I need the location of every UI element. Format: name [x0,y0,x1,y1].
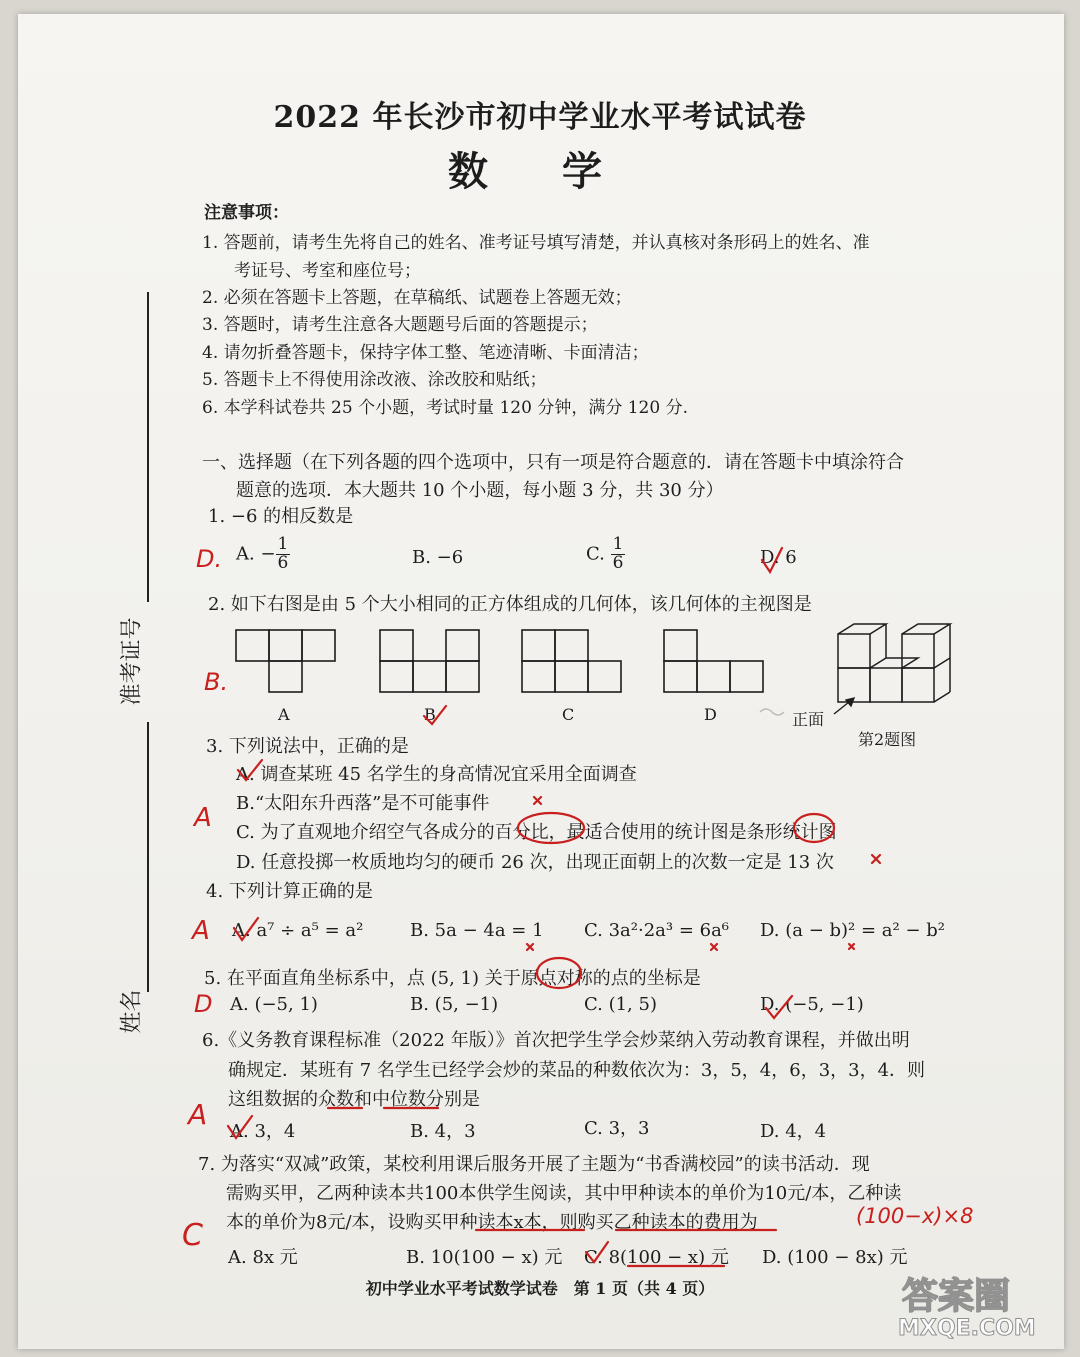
q1-option-b: B. −6 [412,547,464,568]
cross-mark [534,797,541,804]
tick-mark [234,918,258,940]
notice-item: 4. 请勿折叠答题卡，保持字体工整、笔迹清晰、卡面清洁； [202,343,649,363]
cross-mark [849,944,854,949]
question-7-line2: 需购买甲，乙两种读本共100本供学生阅读，其中甲种读本的单价为10元/本，乙种读 [226,1183,902,1204]
cross-mark [527,944,533,950]
question-4-stem: 4. 下列计算正确的是 [206,881,373,902]
q2-caption: 第2题图 [858,730,917,749]
section-heading-cont: 题意的选项．本大题共 10 个小题，每小题 3 分，共 30 分） [236,480,724,501]
notice-item: 1. 答题前，请考生先将自己的姓名、准考证号填写清楚，并认真核对条形码上的姓名、准 [202,233,870,253]
watermark-top-text: 答案圈 [902,1276,1011,1317]
cross-mark [711,944,717,950]
question-3-stem: 3. 下列说法中，正确的是 [206,736,409,757]
q4-option-a: A. a⁷ ÷ a⁵ = a² [232,920,364,941]
q7-option-a: A. 8x 元 [228,1247,298,1268]
q7-option-b: B. 10(100 − x) 元 [406,1247,563,1268]
q1-option-a: A. − $\frac{1}{6}$ [236,534,289,573]
notice-item: 考证号、考室和座位号； [234,261,421,281]
circle-mark [537,958,581,988]
cross-mark [872,855,880,863]
q3-option-b: B.“太阳东升西落”是不可能事件 [236,793,490,814]
notice-heading: 注意事项： [204,203,289,223]
q1-option-c: C. $\frac{1}{6}$ [586,534,624,573]
q6-option-a: A. 3，4 [230,1121,296,1142]
tick-mark [228,1116,252,1138]
handwritten-answer-q4: A [192,916,210,946]
question-5-stem: 5. 在平面直角坐标系中，点 (5, 1) 关于原点对称的点的坐标是 [204,968,701,989]
q4-option-b: B. 5a − 4a = 1 [410,920,544,941]
tick-mark [586,1242,608,1262]
exam-id-label: 准考证号 [119,617,145,706]
page-title: 2022 年长沙市初中学业水平考试试卷 [273,100,807,135]
q6-option-c: C. 3，3 [584,1118,650,1139]
handwritten-answer-q3: A [194,803,212,833]
q5-option-b: B. (5, −1) [410,994,499,1015]
question-7-line3: 本的单价为8元/本，设购买甲种读本x本，则购买乙种读本的费用为 [226,1212,758,1233]
q1-option-d: D. 6 [760,547,797,568]
question-7-line1: 7. 为落实“双减”政策，某校利用课后服务开展了主题为“书香满校园”的读书活动．现 [198,1154,870,1175]
watermark-logo [880,1262,1060,1352]
q5-option-d: D. (−5, −1) [760,994,864,1015]
notice-item: 6. 本学科试卷共 25 个小题，考试时量 120 分钟，满分 120 分. [202,398,688,418]
question-2-stem: 2. 如下右图是由 5 个大小相同的正方体组成的几何体，该几何体的主视图是 [208,594,812,615]
smudge-mark [760,709,784,715]
handwritten-answer-q5: D [194,990,213,1018]
question-1-stem: 1. −6 的相反数是 [208,506,354,527]
q6-option-d: D. 4，4 [760,1121,827,1142]
q2-label-b: B [424,705,436,724]
q7-option-d: D. (100 − 8x) 元 [762,1247,908,1268]
question-6-line1: 6.《义务教育课程标准（2022 年版）》首次把学生学会炒菜纳入劳动教育课程，并做出明 [202,1030,910,1051]
section-heading: 一、选择题（在下列各题的四个选项中，只有一项是符合题意的．请在答题卡中填涂符合 [202,452,904,473]
q7-option-c: C. 8(100 − x) 元 [584,1247,729,1268]
subject-title: 数 学 [448,148,632,195]
question-6-line3: 这组数据的众数和中位数分别是 [228,1089,480,1110]
handwritten-answer-q7: C [182,1218,203,1253]
q2-label-a: A [278,705,290,724]
name-label: 姓名 [119,989,145,1034]
q4-option-c: C. 3a²·2a³ = 6a⁶ [584,920,730,941]
q2-front-label: 正面 [792,710,825,729]
q3-option-c: C. 为了直观地介绍空气各成分的百分比，最适合使用的统计图是条形统计图 [236,822,837,843]
q3-option-d: D. 任意投掷一枚质地均匀的硬币 26 次，出现正面朝上的次数一定是 13 次 [236,852,834,873]
circle-mark [794,814,834,842]
question-6-line2: 确规定．某班有 7 名学生已经学会炒的菜品的种数依次为：3，5，4，6，3，3，4．则 [228,1060,926,1081]
page-footer: 初中学业水平考试数学试卷 第 1 页（共 4 页） [365,1279,715,1298]
handwritten-answer-q6: A [188,1098,208,1131]
q2-label-d: D [704,705,717,724]
tick-mark [762,548,782,572]
q4-option-d: D. (a − b)² = a² − b² [760,920,946,941]
q6-option-b: B. 4，3 [410,1121,476,1142]
tick-mark [424,706,446,724]
q3-option-a: A. 调查某班 45 名学生的身高情况宜采用全面调查 [236,764,637,785]
watermark-bottom-text: MXQE.COM [898,1316,1036,1341]
tick-mark [766,996,792,1018]
tick-mark [238,760,262,780]
notice-item: 2. 必须在答题卡上答题，在草稿纸、试题卷上答题无效； [202,288,632,308]
circle-mark [518,813,584,843]
notice-item: 5. 答题卡上不得使用涂改液、涂改胶和贴纸； [202,370,547,390]
q5-option-a: A. (−5, 1) [230,994,318,1015]
q5-option-c: C. (1, 5) [584,994,657,1015]
q2-label-c: C [562,705,575,724]
handwritten-work-q7: (100−x)×8 [856,1204,974,1228]
notice-item: 3. 答题时，请考生注意各大题题号后面的答题提示； [202,315,598,335]
handwritten-answer-q2: B. [204,668,229,696]
handwritten-answer-q1: D. [196,545,223,573]
